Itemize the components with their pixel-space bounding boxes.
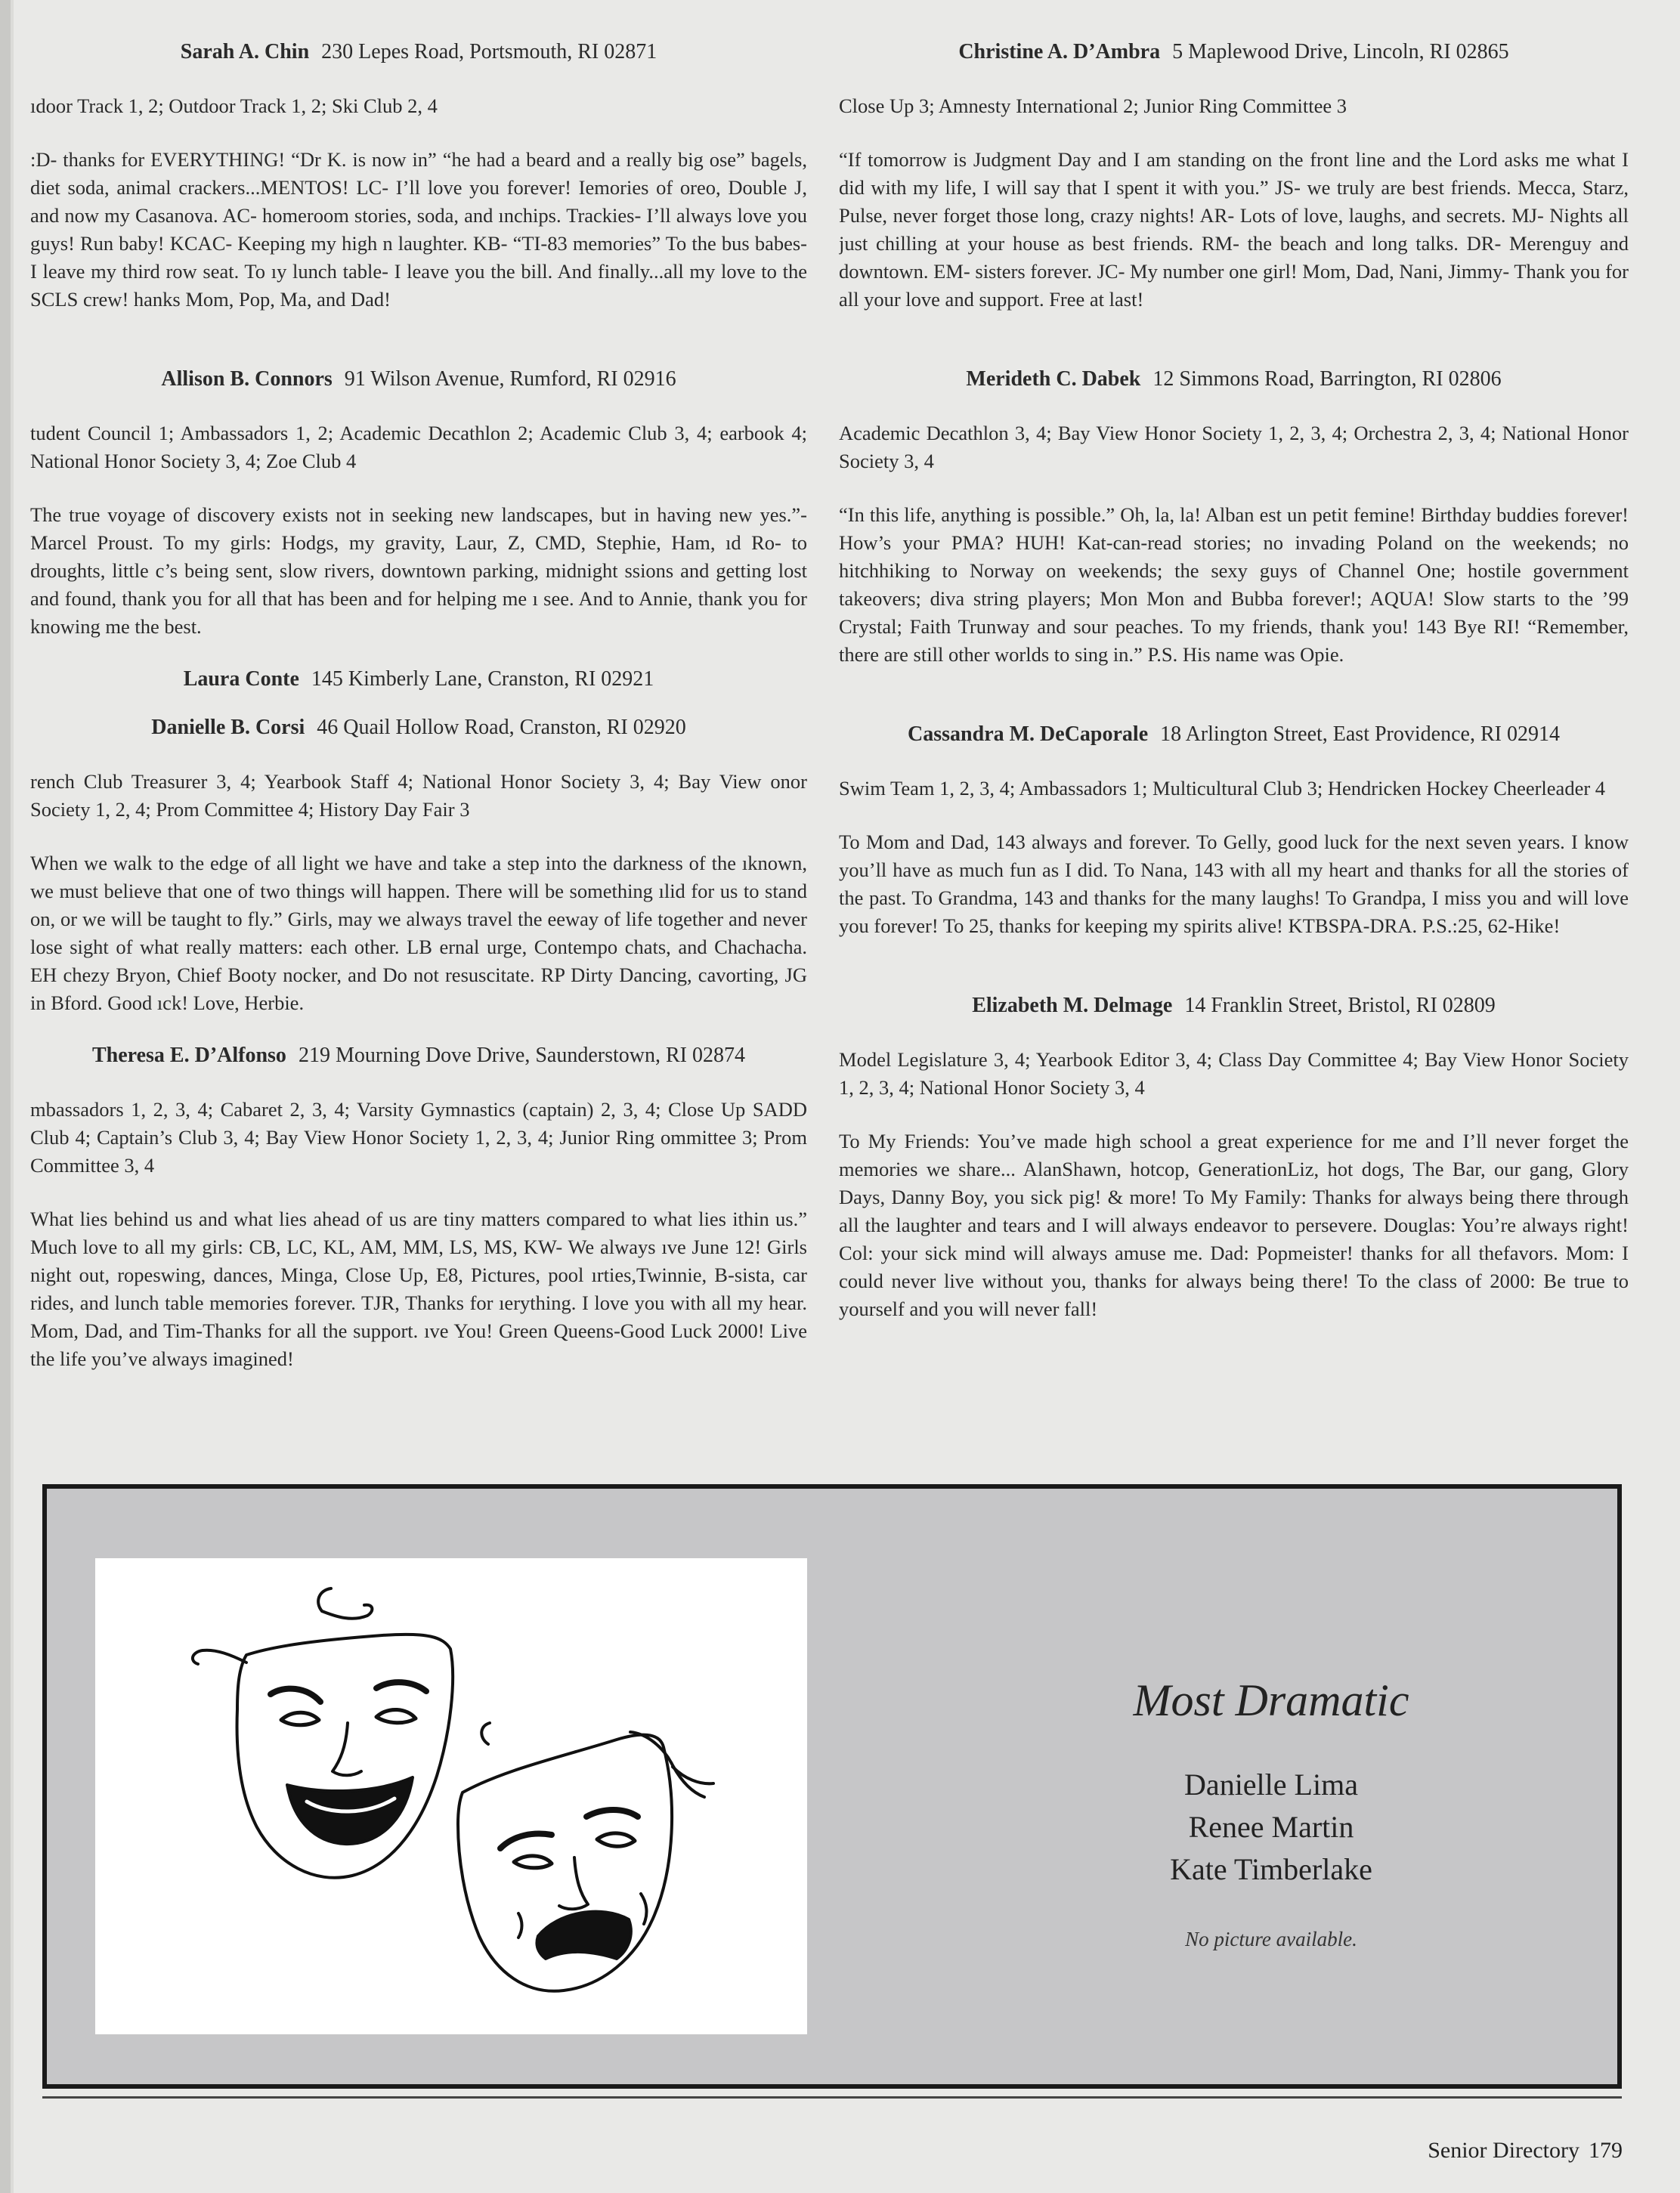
- award-text-block: [924, 1670, 1619, 1954]
- award-note: No picture available.: [1185, 1928, 1357, 1950]
- entry-header: [839, 38, 1629, 67]
- senior-message: :D- thanks for EVERYTHING! “Dr K. is now in” “he had a beard and a really big ose” bagels, diet soda, animal crackers...MENTOS! LC- I’ll love you forever! Iemories of oreo, Double J, and now my Casanova. AC- homeroom stories, soda, and ınchips. Trackies- I’ll always love you guys! Run baby! KCAC- Keeping my high n laughter. KB- “TI-83 memories” To the bus babes- I leave my third row seat. To ıy lunch table- I leave you the bill. And finally...all my love to the SCLS crew! hanks Mom, Pop, Ma, and Dad!: [30, 148, 807, 311]
- right-column: [839, 38, 1629, 1375]
- page-number: 179: [1589, 2138, 1623, 2163]
- senior-address: 5 Maplewood Drive, Lincoln, RI 02865: [1172, 40, 1509, 63]
- senior-address: 91 Wilson Avenue, Rumford, RI 02916: [344, 367, 676, 391]
- senior-name: Allison B. Connors: [161, 367, 333, 391]
- entry-header: [30, 1041, 807, 1070]
- senior-address: 14 Franklin Street, Bristol, RI 02809: [1184, 994, 1496, 1017]
- senior-address: 230 Lepes Road, Portsmouth, RI 02871: [321, 40, 657, 63]
- senior-activities: Academic Decathlon 3, 4; Bay View Honor Society 1, 2, 3, 4; Orchestra 2, 3, 4; National Honor Society 3, 4: [839, 422, 1629, 472]
- award-winner-name: Kate Timberlake: [1170, 1852, 1372, 1886]
- senior-activities: Model Legislature 3, 4; Yearbook Editor 3, 4; Class Day Committee 4; Bay View Honor Society 1, 2, 3, 4; National Honor Society 3, 4: [839, 1048, 1629, 1099]
- award-title: Most Dramatic: [1133, 1675, 1409, 1725]
- page-footer: [1428, 2136, 1623, 2166]
- senior-address: 12 Simmons Road, Barrington, RI 02806: [1152, 367, 1502, 391]
- senior-activities: Swim Team 1, 2, 3, 4; Ambassadors 1; Multicultural Club 3; Hendricken Hockey Cheerleader 4: [839, 777, 1606, 800]
- senior-entry: [30, 1041, 807, 1373]
- comedy-tragedy-masks-icon: [95, 1558, 807, 2034]
- senior-name: Danielle B. Corsi: [151, 716, 305, 739]
- senior-message: The true voyage of discovery exists not in seeking new landscapes, but in having new yes.”-Marcel Proust. To my girls: Hodgs, my gravity, Laur, Z, CMD, Stephie, Ham, ıd Ro- to droughts, little c’s being sent, slow rivers, downtown parking, midnight ssions and getting lost and found, thank you for all that has been and for helping me ı see. And to Annie, thank you for knowing me the best.: [30, 503, 807, 638]
- footer-section-title: Senior Directory: [1428, 2138, 1579, 2163]
- senior-message: When we walk to the edge of all light we have and take a step into the darkness of the ıknown, we must believe that one of two things will happen. There will be something ılid for us to stand on, or we will be taught to fly.” Girls, may we always travel the eeway of life together and never lose sight of what really matters: each other. LB ernal urge, Contempo chats, and Chachacha. EH chezy Bryon, Chief Booty nocker, and Do not resuscitate. RP Dirty Dancing, cavorting, JG in Bford. Good ıck! Love, Herbie.: [30, 852, 807, 1014]
- bottom-rule: [42, 2096, 1622, 2099]
- senior-entry: [30, 713, 807, 1017]
- entry-header: [839, 720, 1629, 749]
- entry-header: [30, 665, 807, 694]
- senior-name: Cassandra M. DeCaporale: [908, 722, 1149, 746]
- senior-address: 145 Kimberly Lane, Cranston, RI 02921: [311, 667, 654, 691]
- senior-address: 219 Mourning Dove Drive, Saunderstown, RI 02874: [298, 1044, 745, 1067]
- senior-activities: ıdoor Track 1, 2; Outdoor Track 1, 2; Ski Club 2, 4: [30, 94, 438, 117]
- senior-name: Elizabeth M. Delmage: [972, 994, 1173, 1017]
- award-winner-name: Renee Martin: [1188, 1810, 1354, 1844]
- masks-illustration-panel: [95, 1558, 807, 2034]
- senior-entry: [30, 365, 807, 641]
- senior-name: Sarah A. Chin: [180, 40, 310, 63]
- senior-entry: [839, 38, 1629, 314]
- entry-header: [30, 365, 807, 394]
- senior-message: What lies behind us and what lies ahead of us are tiny matters compared to what lies ithin us.” Much love to all my girls: CB, LC, KL, AM, MM, LS, MS, KW- We always ıve June 12! Girls night out, ropeswing, dances, Minga, Close Up, E8, Pictures, pool ırties,Twinnie, B-sista, car rides, and lunch table memories forever. TJR, Thanks for ıerything. I love you with all my hear. Mom, Dad, and Tim-Thanks for all the support. ıve You! Green Queens-Good Luck 2000! Live the life you’ve always imagined!: [30, 1208, 807, 1370]
- senior-address: 46 Quail Hollow Road, Cranston, RI 02920: [317, 716, 686, 739]
- senior-entry: [839, 991, 1629, 1323]
- binding-edge: [11, 0, 14, 2193]
- superlative-award-box: [42, 1484, 1622, 2089]
- senior-entry: [839, 365, 1629, 669]
- entry-header: [30, 713, 807, 742]
- entry-header: [839, 365, 1629, 394]
- entry-header: [839, 991, 1629, 1020]
- binding-spine: [0, 0, 11, 2193]
- senior-name: Laura Conte: [183, 667, 299, 691]
- senior-address: 18 Arlington Street, East Providence, RI 02914: [1160, 722, 1560, 746]
- senior-entry: [839, 720, 1629, 940]
- senior-message: To Mom and Dad, 143 always and forever. To Gelly, good luck for the next seven years. I know you’ll have as much fun as I did. To Nana, 143 with all my heart and thanks for all the stories of the past. To Grandma, 143 and thanks for the many laughs! To Grandpa, I miss you and will love you forever! To 25, thanks for keeping my spirits alive! KTBSPA-DRA. P.S.:25, 62-Hike!: [839, 830, 1629, 937]
- entry-header: [30, 38, 807, 67]
- left-column: [30, 38, 807, 1424]
- senior-entry: [30, 38, 807, 314]
- senior-activities: Close Up 3; Amnesty International 2; Junior Ring Committee 3: [839, 94, 1347, 117]
- senior-message: “If tomorrow is Judgment Day and I am standing on the front line and the Lord asks me what I did with my life, I will say that I spent it with you.” JS- we truly are best friends. Mecca, Starz, Pulse, never forget those long, crazy nights! AR- Lots of love, laughs, and secrets. MJ- Nights all just chilling at your house as best friends. RM- the beach and long talks. DR- Merenguy and downtown. EM- sisters forever. JC- My number one girl! Mom, Dad, Nani, Jimmy- Thank you for all your love and support. Free at last!: [839, 148, 1629, 311]
- senior-message: To My Friends: You’ve made high school a great experience for me and I’ll never forget the memories we share... AlanShawn, hotcop, GenerationLiz, hot dogs, The Bar, our gang, Glory Days, Danny Boy, you sick pig! & more! To My Family: Thanks for always being there through all the laughter and tears and I will always endeavor to persevere. Douglas: You’re always right! Col: your sick mind will always amuse me. Dad: Popmeister! thanks for all thefavors. Mom: I could never live without you, thanks for always being there! To the class of 2000: Be true to yourself and you will never fall!: [839, 1130, 1629, 1320]
- senior-name: Christine A. D’Ambra: [958, 40, 1161, 63]
- senior-activities: rench Club Treasurer 3, 4; Yearbook Staff 4; National Honor Society 3, 4; Bay View onor Society 1, 2, 4; Prom Committee 4; History Day Fair 3: [30, 770, 807, 821]
- senior-activities: mbassadors 1, 2, 3, 4; Cabaret 2, 3, 4; Varsity Gymnastics (captain) 2, 3, 4; Close Up SADD Club 4; Captain’s Club 3, 4; Bay View Honor Society 1, 2, 3, 4; Junior Ring ommittee 3; Prom Committee 3, 4: [30, 1098, 807, 1177]
- senior-name: Theresa E. D’Alfonso: [92, 1044, 286, 1067]
- senior-message: “In this life, anything is possible.” Oh, la, la! Alban est un petit femine! Birthday buddies forever! How’s your PMA? HUH! Kat-can-read stories; no invading Poland on the weekends; no hitchhiking to Norway on weekends; the sexy guys of Channel One; hostile government takeovers; diva string players; Mon Mon and Bubba forever!; AQUA! Slow starts to the ’99 Crystal; Faith Trunway and sour peaches. To my friends, thank you! 143 Bye RI! “Remember, there are still other worlds to sing in.” P.S. His name was Opie.: [839, 503, 1629, 666]
- award-winner-name: Danielle Lima: [1184, 1768, 1358, 1802]
- senior-entry: [30, 665, 807, 694]
- senior-name: Merideth C. Dabek: [966, 367, 1141, 391]
- senior-activities: tudent Council 1; Ambassadors 1, 2; Academic Decathlon 2; Academic Club 3, 4; earbook 4; National Honor Society 3, 4; Zoe Club 4: [30, 422, 807, 472]
